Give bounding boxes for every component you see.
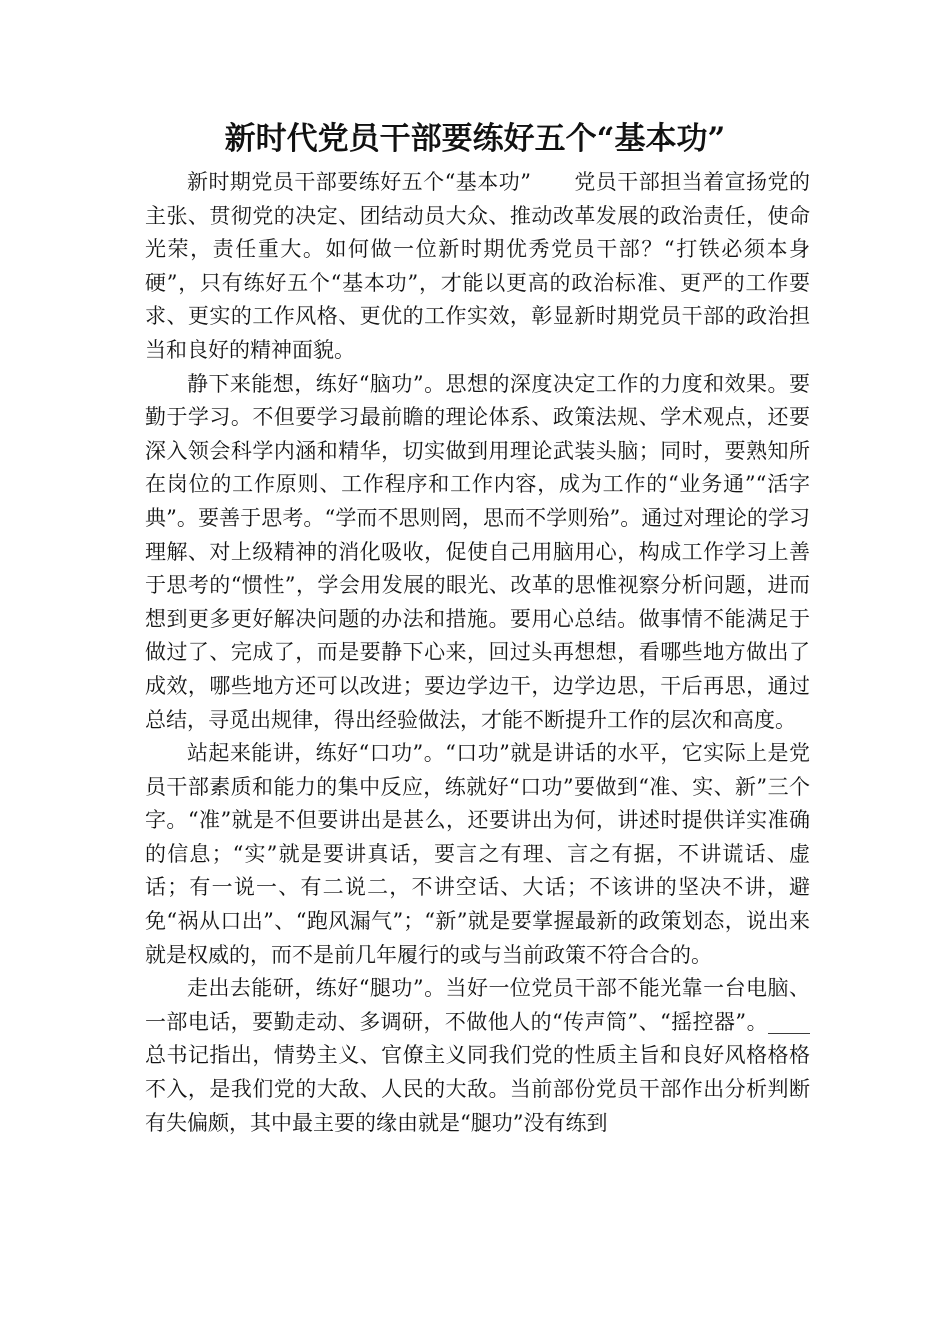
paragraph-intro: 新时期党员干部要练好五个“基本功” 党员干部担当着宣扬党的主张、贯彻党的决定、团结动员大众、推动改革发展的政治责任，使命光荣，责任重大。如何做一位新时期优秀党员干部？“打铁必须本身硬”，只有练好五个“基本功”，才能以更高的政治标准、更严的工作要求、更实的工作风格、更优的工作实效，彰显新时期党员干部的政治担当和良好的精神面貌。 <box>145 170 810 362</box>
document-body <box>145 166 810 1140</box>
paragraph-speaking-skill: 站起来能讲，练好“口功”。“口功”就是讲话的水平，它实际上是党员干部素质和能力的集中反应，练就好“口功”要做到“准、实、新”三个字。“准”就是不但要讲出是甚么，还要讲出为何，讲述时提供详实准确的信息；“实”就是要讲真话，要言之有理、言之有据，不讲谎话、虚话；有一说一、有二说二，不讲空话、大话；不该讲的坚决不讲，避免“祸从口出”、“跑风漏气”；“新”就是要掌握最新的政策划态，说出来就是权威的，而不是前几年履行的或与当前政策不符合合的。 <box>145 741 810 967</box>
document-title: 新时代党员干部要练好五个“基本功” <box>224 121 726 157</box>
paragraph-legwork-skill: 走出去能研，练好“腿功”。当好一位党员干部不能光靠一台电脑、一部电话，要勤走动、多调研，不做他人的“传声筒”、“摇控器”。____总书记指出，情势主义、官僚主义同我们党的性质主旨和良好风格格格不入，是我们党的大敌、人民的大敌。当前部份党员干部作出分析判断有失偏颇，其中最主要的缘由就是“腿功”没有练到 <box>145 976 810 1135</box>
paragraph-brain-skill: 静下来能想，练好“脑功”。思想的深度决定工作的力度和效果。要勤于学习。不但要学习最前瞻的理论体系、政策法规、学术观点，还要深入领会科学内涵和精华，切实做到用理论武装头脑；同时，要熟知所在岗位的工作原则、工作程序和工作内容，成为工作的“业务通”“活字典”。要善于思考。“学而不思则罔，思而不学则殆”。通过对理论的学习理解、对上级精神的消化吸收，促使自己用脑用心，构成工作学习上善于思考的“惯性”，学会用发展的眼光、改革的思惟视察分析问题，进而想到更多更好解决问题的办法和措施。要用心总结。做事情不能满足于做过了、完成了，而是要静下心来，回过头再想想，看哪些地方做出了成效，哪些地方还可以改进；要边学边干，边学边思，干后再思，通过总结，寻觅出规律，得出经验做法，才能不断提升工作的层次和高度。 <box>145 371 810 732</box>
